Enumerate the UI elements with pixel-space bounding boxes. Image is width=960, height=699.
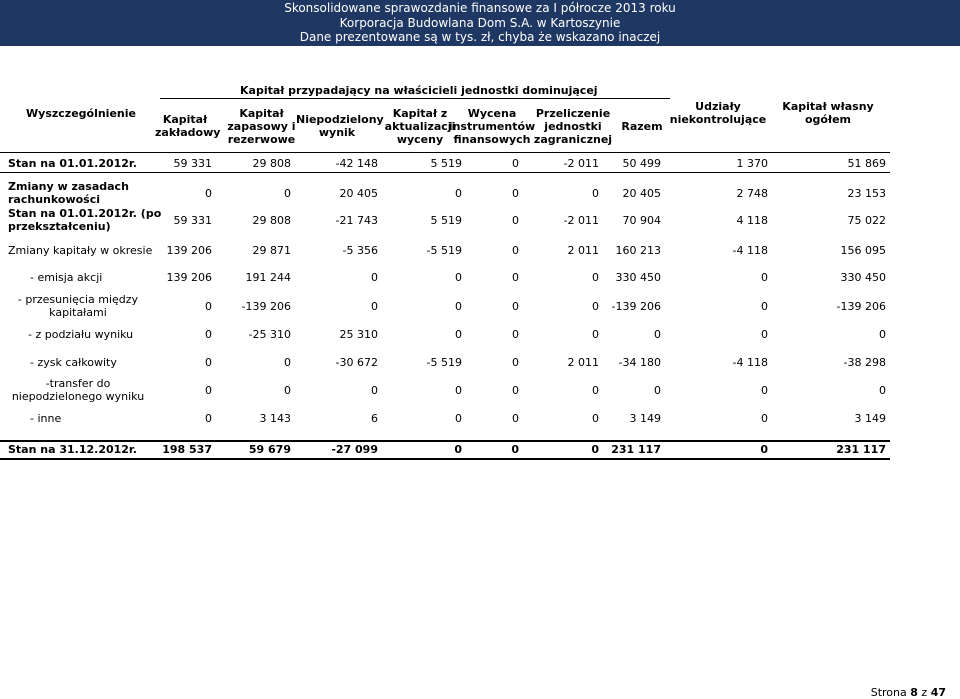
table-cell: 0 xyxy=(512,186,519,200)
table-cell: 191 244 xyxy=(245,270,291,284)
group-header-rule xyxy=(160,98,670,99)
table-cell: 5 519 xyxy=(430,156,462,170)
table-cell: 0 xyxy=(592,411,599,425)
col-header-total-equity: Kapitał własny ogółem xyxy=(782,100,874,126)
table-cell: -27 099 xyxy=(331,442,378,456)
table-cell: 139 206 xyxy=(166,270,212,284)
row-label: -transfer do niepodzielonego wyniku xyxy=(11,377,145,403)
table-cell: 2 748 xyxy=(736,186,768,200)
table-cell: 0 xyxy=(512,243,519,257)
table-cell: -21 743 xyxy=(335,213,378,227)
col-header-share-capital: Kapitał zakładowy xyxy=(155,113,221,139)
header-bottom-rule xyxy=(0,152,890,153)
col-header-instruments: Wycena instrumentów finansowych xyxy=(448,107,536,146)
table-cell: 0 xyxy=(511,442,519,456)
table-cell: 330 450 xyxy=(615,270,661,284)
table-cell: 1 370 xyxy=(736,156,768,170)
table-cell: 0 xyxy=(761,299,768,313)
table-cell: 160 213 xyxy=(615,243,661,257)
table-cell: 0 xyxy=(455,270,462,284)
col-header-group: Kapitał przypadający na właścicieli jednostki dominującej xyxy=(240,84,598,97)
table-cell: 29 871 xyxy=(252,243,291,257)
table-cell: 0 xyxy=(284,383,291,397)
col-header-translation: Przeliczenie jednostki zagranicznej xyxy=(533,107,613,146)
table-cell: 231 117 xyxy=(611,442,661,456)
table-cell: 0 xyxy=(592,299,599,313)
table-cell: 0 xyxy=(654,327,661,341)
col-header-retained-earnings: Niepodzielony wynik xyxy=(296,113,384,139)
table-cell: 0 xyxy=(760,442,768,456)
table-cell: 0 xyxy=(879,327,886,341)
table-cell: 59 331 xyxy=(173,156,212,170)
header-line-1: Skonsolidowane sprawozdanie finansowe za I półrocze 2013 roku xyxy=(284,1,676,15)
row-label: - przesunięcia między kapitałami xyxy=(17,293,139,319)
table-cell: 139 206 xyxy=(166,243,212,257)
table-cell: 0 xyxy=(761,383,768,397)
table-cell: 6 xyxy=(371,411,378,425)
row-label: Stan na 01.01.2012r. xyxy=(8,156,137,170)
table-cell: 29 808 xyxy=(252,156,291,170)
table-cell: -42 148 xyxy=(335,156,378,170)
table-cell: 0 xyxy=(205,299,212,313)
table-cell: 0 xyxy=(455,186,462,200)
table-cell: -5 519 xyxy=(426,355,462,369)
table-cell: 0 xyxy=(879,383,886,397)
closing-row-bottom-rule xyxy=(0,458,890,460)
table-cell: 0 xyxy=(205,327,212,341)
table-cell: 0 xyxy=(591,442,599,456)
table-cell: 0 xyxy=(512,411,519,425)
table-cell: 0 xyxy=(371,299,378,313)
table-cell: 0 xyxy=(512,299,519,313)
col-header-revaluation: Kapitał z aktualizacji wyceny xyxy=(384,107,456,146)
table-cell: 231 117 xyxy=(836,442,886,456)
table-cell: 2 011 xyxy=(567,243,599,257)
table-cell: -25 310 xyxy=(248,327,291,341)
table-cell: 59 679 xyxy=(248,442,291,456)
table-cell: -139 206 xyxy=(836,299,886,313)
table-cell: 20 405 xyxy=(622,186,661,200)
table-cell: 75 022 xyxy=(847,213,886,227)
table-cell: 0 xyxy=(512,156,519,170)
page-number: Strona 8 z 47 xyxy=(870,686,946,699)
table-cell: 0 xyxy=(454,442,462,456)
table-cell: 70 904 xyxy=(622,213,661,227)
table-cell: 51 869 xyxy=(847,156,886,170)
table-cell: 0 xyxy=(512,270,519,284)
table-cell: 0 xyxy=(455,327,462,341)
row-label: Zmiany kapitały w okresie xyxy=(8,243,153,257)
table-cell: 0 xyxy=(761,411,768,425)
table-cell: -38 298 xyxy=(843,355,886,369)
row-label: - zysk całkowity xyxy=(30,355,117,369)
row-label: - z podziału wyniku xyxy=(28,327,134,341)
table-cell: 0 xyxy=(284,186,291,200)
table-cell: 59 331 xyxy=(173,213,212,227)
table-cell: 2 011 xyxy=(567,355,599,369)
header-line-3: Dane prezentowane są w tys. zł, chyba że wskazano inaczej xyxy=(299,30,661,44)
table-cell: 3 149 xyxy=(854,411,886,425)
table-cell: 0 xyxy=(205,186,212,200)
table-cell: 0 xyxy=(592,327,599,341)
table-cell: 0 xyxy=(371,383,378,397)
table-cell: 50 499 xyxy=(622,156,661,170)
table-cell: 0 xyxy=(592,383,599,397)
table-cell: 0 xyxy=(455,383,462,397)
table-cell: -5 519 xyxy=(426,243,462,257)
table-cell: -2 011 xyxy=(563,213,599,227)
table-cell: 23 153 xyxy=(847,186,886,200)
table-cell: 0 xyxy=(284,355,291,369)
table-cell: 20 405 xyxy=(339,186,378,200)
table-cell: 25 310 xyxy=(339,327,378,341)
table-cell: 0 xyxy=(761,327,768,341)
table-cell: 0 xyxy=(205,383,212,397)
col-header-item: Wyszczególnienie xyxy=(26,107,136,120)
table-cell: 0 xyxy=(592,186,599,200)
table-cell: -2 011 xyxy=(563,156,599,170)
table-cell: 156 095 xyxy=(840,243,886,257)
table-cell: -34 180 xyxy=(618,355,661,369)
table-cell: 29 808 xyxy=(252,213,291,227)
table-cell: -139 206 xyxy=(611,299,661,313)
table-cell: 330 450 xyxy=(840,270,886,284)
row-label: - emisja akcji xyxy=(30,270,103,284)
header-line-2: Korporacja Budowlana Dom S.A. w Kartoszynie xyxy=(339,15,621,30)
table-cell: -30 672 xyxy=(335,355,378,369)
table-cell: 0 xyxy=(512,383,519,397)
row-label: - inne xyxy=(30,411,62,425)
document-header xyxy=(0,0,960,46)
col-header-reserve-capital: Kapitał zapasowy i rezerwowe xyxy=(227,107,296,146)
table-cell: -4 118 xyxy=(732,355,768,369)
table-cell: 4 118 xyxy=(736,213,768,227)
table-cell: 0 xyxy=(592,270,599,284)
table-cell: 0 xyxy=(654,383,661,397)
table-cell: 3 143 xyxy=(259,411,291,425)
row-label: Stan na 31.12.2012r. xyxy=(8,442,137,456)
col-header-non-controlling: Udziały niekontrolujące xyxy=(669,100,767,126)
table-cell: 0 xyxy=(512,327,519,341)
row-label: Zmiany w zasadach rachunkowości xyxy=(8,180,129,206)
table-cell: -5 356 xyxy=(342,243,378,257)
table-cell: 3 149 xyxy=(629,411,661,425)
table-cell: -4 118 xyxy=(732,243,768,257)
table-cell: 0 xyxy=(455,411,462,425)
table-cell: 0 xyxy=(205,411,212,425)
table-cell: 0 xyxy=(512,355,519,369)
opening-row-rule xyxy=(0,172,890,173)
table-cell: 0 xyxy=(455,299,462,313)
table-cell: 0 xyxy=(371,270,378,284)
table-cell: 0 xyxy=(512,213,519,227)
col-header-total: Razem xyxy=(621,120,663,133)
row-label: Stan na 01.01.2012r. (po przekształceniu) xyxy=(8,207,162,233)
closing-row-top-rule xyxy=(0,440,890,442)
table-cell: 0 xyxy=(205,355,212,369)
table-cell: 198 537 xyxy=(162,442,212,456)
table-cell: 5 519 xyxy=(430,213,462,227)
table-cell: 0 xyxy=(761,270,768,284)
table-cell: -139 206 xyxy=(241,299,291,313)
